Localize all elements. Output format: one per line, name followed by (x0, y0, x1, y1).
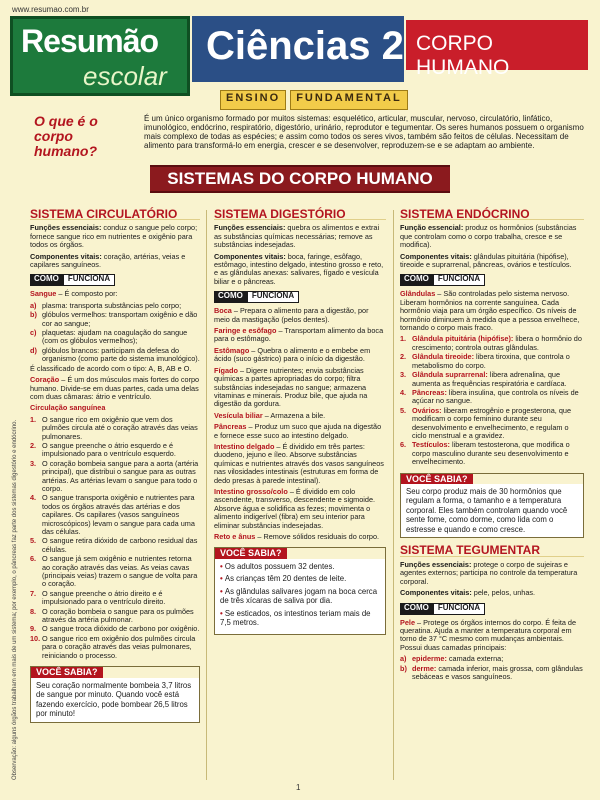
text: – Transportam alimento da boca para o estômago. (214, 326, 384, 344)
voce-sabia-text: Seu corpo produz mais de 30 hormônios que regulam a forma, o tamanho e a temperatura corporal. Eles também controlam quando você sente fome, como dorme, como lida com o estresse e quando e como cresce. (401, 484, 583, 538)
section-banner (150, 165, 450, 193)
list-text: O sangue já sem oxigênio e nutrientes retorna ao coração através das veias. As veias cavas (principais veias) trazem o sangue de volta para o coração. (42, 554, 198, 589)
paragraph (400, 589, 584, 597)
paragraph (400, 224, 584, 249)
text: pele, pelos, unhas. (471, 588, 536, 598)
text: – Digere nutrientes; envia substâncias químicas a partes apropriadas do corpo; filtra substâncias indesejadas no sangue; armazena vitaminas e minerais. Produz bile, que ajuda na digestão da gordura. (214, 365, 368, 409)
label: Faringe e esôfago (214, 326, 277, 336)
text: produz os hormônios (substâncias que controlam como o corpo trabalha, cresce e se modifica). (400, 223, 577, 250)
text: – É dividido em colo ascendente, transverso, descendente e sigmoide. Absorve água e solidifica as fezes; movimenta o alimento indigerível (fibra) em seu interior para eliminar substâncias indesejadas. (214, 486, 376, 530)
list-text: plaquetas: ajudam na coagulação do sangue (com os glóbulos vermelhos); (42, 328, 188, 346)
list-marker: 2. (400, 352, 407, 362)
text: camada externa; (446, 654, 504, 664)
label: Reto e ânus (214, 532, 256, 541)
list-marker: 6. (400, 440, 407, 450)
text: libera tiroxina, que controla o metabolismo do corpo. (412, 352, 570, 370)
list-text: plasma: transporta substâncias pelo corpo; (42, 300, 182, 310)
intro-text: É um único organismo formado por muitos sistemas: esquelético, articular, muscular, nervoso, circulatório, linfático, imunológico, endócrino, respiratório, digestório, urinário, reprodutor e tegumentar. Os seres humanos possuem o organismo mais complexo de todas as espécies; e assim como todos os seres vivos, também são feitos de células. Necessitam de alimento para transformá-lo em energia, crescer e se desenvolver, reproduzem-se e se adaptam ao ambiente. (144, 114, 584, 150)
label: Glândulas (400, 289, 436, 299)
list-item: • As crianças têm 20 dentes de leite. (220, 574, 380, 584)
paragraph (214, 224, 386, 249)
text: – Prepara o alimento para a digestão, por meio da mastigação (pelos dentes). (214, 306, 369, 324)
list-item (30, 416, 200, 441)
voce-sabia-box (30, 666, 200, 722)
brand-line-1: Resumão (21, 23, 159, 59)
voce-sabia-label: VOCÊ SABIA? (215, 548, 287, 558)
list-item (30, 537, 200, 554)
label: Estômago (214, 345, 250, 355)
brand-logo (10, 16, 190, 96)
label: Pele (400, 617, 416, 627)
list-text: O sangue retira dióxido de carbono residual das células. (42, 536, 198, 554)
list-text (412, 353, 584, 370)
label: Glândula suprarrenal: (412, 370, 488, 380)
column-divider (393, 210, 394, 780)
section-title: SISTEMA DIGESTÓRIO (214, 210, 386, 220)
text: – São controladas pelo sistema nervoso. Liberam hormônios na corrente sanguínea. Cada hormônio viaja para um órgão específico. Os níveis de hormônio diminuem à medida que a pessoa envelhece, tornando o corpo mais fraco. (400, 289, 580, 333)
paragraph (30, 290, 200, 298)
list-marker: 4. (30, 493, 37, 503)
list-item (400, 389, 584, 406)
label: Componentes vitais: (400, 588, 472, 598)
list-item (400, 441, 584, 466)
list-text: O sangue preenche o átrio esquerdo e é impulsionado para o ventrículo esquerdo. (42, 440, 176, 459)
paragraph (214, 327, 386, 344)
paragraph: É classificado de acordo com o tipo: A, B, AB e O. (30, 363, 192, 373)
label: Intestino grosso/colo (214, 486, 288, 496)
como-funciona-tag (30, 274, 200, 286)
list-marker: 8. (30, 606, 37, 616)
intro-question: O que é o corpo humano? (34, 113, 98, 159)
subject-title: CORPO HUMANO (416, 32, 510, 79)
list-marker: 5. (30, 536, 37, 546)
text: – Produz um suco que ajuda na digestão e fornece esse suco ao intestino delgado. (214, 422, 382, 440)
header (10, 16, 594, 96)
paragraph (214, 253, 386, 287)
text: – Quebra o alimento e o embebe em ácido (suco gástrico) para o início da digestão. (214, 345, 371, 364)
list-marker: 4. (400, 387, 407, 397)
text: – Remove sólidos residuais do corpo. (255, 532, 380, 541)
voce-sabia-box (400, 473, 584, 539)
paragraph (400, 290, 584, 332)
page-title: Ciências 2 (206, 24, 404, 68)
label: Ovários: (412, 405, 442, 415)
text: libera o hormônio do crescimento; controla outras glândulas. (412, 334, 582, 352)
list-text: O coração bombeia o sangue para os pulmões através da artéria pulmonar. (42, 606, 194, 625)
section-title: SISTEMA CIRCULATÓRIO (30, 210, 200, 220)
subsection-title: Circulação sanguínea (30, 403, 106, 413)
tag-part: FUNCIONA (433, 603, 485, 615)
list-marker: 5. (400, 405, 407, 415)
tag-part: COMO (30, 274, 63, 286)
text: – Protege os órgãos internos do corpo. É feita de queratina. Ajuda a manter a temperatura corporal em torno de 37 °C mesmo com mudanças ambientais. Possui duas camadas principais: (400, 617, 577, 652)
list-marker: 10. (30, 633, 41, 643)
text: protege o corpo de sujeiras e agentes externos; participa no controle da temperatura corporal. (400, 559, 578, 586)
como-funciona-tag (400, 603, 584, 615)
list-marker: 3. (30, 458, 37, 468)
text: – É composto por: (56, 289, 118, 299)
page-title-box (192, 16, 404, 82)
text: – Armazena a bile. (262, 410, 326, 420)
label: Boca (214, 306, 232, 316)
list-text (412, 371, 584, 388)
paragraph (400, 561, 584, 586)
list-marker: b) (400, 663, 407, 673)
label: Fígado (214, 365, 238, 375)
list-item (30, 625, 200, 633)
list-marker: 1. (30, 414, 37, 424)
section-title: SISTEMA ENDÓCRINO (400, 210, 584, 220)
label: Vesícula biliar (214, 410, 263, 420)
label: Glândula pituitária (hipófise): (412, 334, 514, 344)
list-item (30, 347, 200, 364)
subject-box (406, 20, 588, 79)
text: liberam testosterona, que modifica o corpo masculino durante seu desenvolvimento e envelhecimento. (412, 440, 570, 467)
como-funciona-tag (214, 291, 386, 303)
list-text: O sangue transporta oxigênio e nutrientes para todos os órgãos através das artérias e dos capilares. Os capilares (vasos sanguíneos microscópicos) levam o sangue para cada uma das células. (42, 493, 195, 536)
label: Funções essenciais: (30, 223, 102, 233)
text: conduz o sangue pelo corpo; fornece sangue rico em nutrientes e oxigênio para todos os órgãos. (30, 223, 198, 250)
paragraph (400, 253, 584, 270)
label: Glândula tireoide: (412, 352, 475, 362)
paragraph (214, 423, 386, 440)
list-text: glóbulos vermelhos: transportam oxigênio e dão cor ao sangue; (42, 310, 198, 328)
paragraph (214, 488, 386, 530)
list-marker: 6. (30, 554, 37, 564)
brand-line-2: escolar (83, 61, 167, 91)
list-item (30, 442, 200, 459)
tag-part: FUNCIONA (63, 274, 115, 286)
list-item (400, 335, 584, 352)
paragraph (30, 224, 200, 249)
list-text (412, 407, 584, 441)
list-item (30, 302, 200, 310)
section-banner-text: SISTEMAS DO CORPO HUMANO (167, 169, 433, 188)
text: glândulas pituitária (hipófise), tireoide e suprarrenal, pâncreas, ovários e testículos. (400, 251, 572, 270)
list-item (30, 494, 200, 536)
list-text: O sangue troca dióxido de carbono por oxigênio. (42, 624, 200, 634)
paragraph (30, 253, 200, 270)
list-marker: c) (30, 328, 37, 338)
list-text: O sangue preenche o átrio direito e é impulsionado para o ventrículo direito. (42, 588, 166, 607)
text: liberam estrogênio e progesterona, que modificam o corpo feminino durante seu desenvolvimento e envelhecimento, e regulam o ciclo menstrual e a gravidez. (412, 405, 572, 440)
list-text: O sangue rico em oxigênio dos pulmões circula para o coração através das veias pulmonares, reiniciando o processo. (42, 633, 196, 660)
list-marker: 9. (30, 624, 37, 634)
column-circulatory (30, 207, 200, 723)
label: Componentes vitais: (30, 251, 102, 261)
list-marker: b) (30, 310, 37, 320)
side-note (4, 120, 18, 780)
label: derme: (412, 663, 437, 673)
text: – É um dos músculos mais fortes do corpo humano. Divide-se em duas partes, cada uma delas com duas câmaras: átrio e ventrículo. (30, 375, 200, 401)
list-marker: a) (30, 300, 37, 310)
list-text (412, 665, 584, 682)
paragraph (214, 443, 386, 485)
label: Pâncreas (214, 422, 247, 432)
side-note-text: Observação: alguns órgãos trabalham em mais de um sistema; por exemplo, o pâncreas faz parte dos sistemas digestório e endócrino. (12, 419, 18, 780)
label: Funções essenciais: (400, 559, 472, 569)
list-marker: a) (400, 654, 407, 664)
list-item (30, 311, 200, 328)
paragraph (214, 367, 386, 409)
list-text: glóbulos brancos: participam da defesa do organismo (como parte do sistema imunológico). (42, 345, 200, 364)
text: libera insulina, que controla os níveis de açúcar no sangue. (412, 387, 579, 406)
paragraph (214, 412, 386, 420)
list-item (400, 371, 584, 388)
tag-part: COMO (400, 274, 433, 286)
site-url[interactable]: www.resumao.com.br (12, 5, 89, 14)
column-digestive (214, 207, 386, 635)
list-item (30, 329, 200, 346)
como-funciona-tag (400, 274, 584, 286)
list-marker: 2. (30, 440, 37, 450)
tag-part: COMO (214, 291, 247, 303)
label: Funções essenciais: (214, 223, 286, 233)
paragraph (30, 376, 200, 401)
level-word: ENSINO (220, 90, 286, 110)
list-text (412, 655, 503, 663)
label: Coração (30, 375, 60, 385)
tag-part: COMO (400, 603, 433, 615)
tag-part: FUNCIONA (247, 291, 299, 303)
list-item (400, 665, 584, 682)
list-text (412, 389, 584, 406)
list-marker: 1. (400, 334, 407, 344)
tag-part: FUNCIONA (433, 274, 485, 286)
text: camada inferior, mais grossa, com glândulas sebáceas e vasos sanguíneos. (412, 663, 583, 681)
voce-sabia-text: Seu coração normalmente bombeia 3,7 litros de sangue por minuto. Quando você está fazendo exercício, pode bombear 26,5 litros por minuto! (31, 678, 199, 722)
column-endocrine (400, 207, 584, 682)
list-item (30, 608, 200, 625)
list-text (412, 335, 584, 352)
text: quebra os alimentos e extrai as substâncias químicas necessárias; remove as substâncias indesejadas. (214, 223, 380, 250)
label: Função essencial: (400, 223, 464, 233)
list-item: • Se esticados, os intestinos teriam mais de 7,5 metros. (220, 609, 380, 628)
label: Testículos: (412, 440, 450, 450)
voce-sabia-label: VOCÊ SABIA? (401, 474, 473, 484)
voce-sabia-list (220, 562, 380, 628)
list-text: O coração bombeia sangue para a aorta (artéria principal), que distribui o sangue para as outras artérias. As artérias levam o sangue para todo o corpo. (42, 458, 199, 493)
label: Pâncreas: (412, 387, 447, 397)
label: epiderme: (412, 654, 447, 664)
level-word: FUNDAMENTAL (290, 90, 408, 110)
list-item (30, 635, 200, 660)
page-number: 1 (296, 783, 301, 792)
text: boca, faringe, esôfago, estômago, intestino delgado, intestino grosso e reto, e as glândulas anexas: salivares, fígado e vesícula biliar e o pâncreas. (214, 251, 384, 286)
label: Componentes vitais: (214, 251, 286, 261)
list-text: O sangue rico em oxigênio que vem dos pulmões circula até o coração através das veias pulmonares. (42, 414, 198, 441)
list-item (400, 407, 584, 441)
paragraph (214, 533, 386, 541)
section-title: SISTEMA TEGUMENTAR (400, 546, 584, 556)
paragraph (214, 307, 386, 324)
list-item: • As glândulas salivares jogam na boca cerca de três xícaras de saliva por dia. (220, 587, 380, 606)
text: libera adrenalina, que aumenta as frequências respiratória e cardíaca. (412, 370, 567, 388)
voce-sabia-box (214, 547, 386, 634)
label: Componentes vitais: (400, 251, 472, 261)
label: Intestino delgado (214, 441, 275, 451)
text: coração, artérias, veias e capilares sanguíneos. (30, 251, 186, 270)
list-marker: 7. (30, 588, 37, 598)
paragraph (214, 347, 386, 364)
list-item (400, 655, 584, 663)
voce-sabia-body (215, 559, 385, 634)
level-banner (220, 90, 408, 110)
list-item: • Os adultos possuem 32 dentes. (220, 562, 380, 572)
label: Sangue (30, 289, 57, 299)
paragraph (400, 619, 584, 653)
list-item (30, 460, 200, 494)
list-item (400, 353, 584, 370)
voce-sabia-label: VOCÊ SABIA? (31, 667, 103, 677)
list-item (30, 555, 200, 589)
list-marker: d) (30, 345, 37, 355)
list-marker: 3. (400, 370, 407, 380)
column-divider (206, 210, 207, 780)
list-text (412, 441, 584, 466)
text: – É dividido em três partes: duodeno, jejuno e íleo. Absorve substâncias químicas e nutrientes através dos vasos sanguíneos nas vilosidades intestinais (estruturas em forma de dedo presas à parede intestinal). (214, 441, 384, 485)
list-item (30, 590, 200, 607)
